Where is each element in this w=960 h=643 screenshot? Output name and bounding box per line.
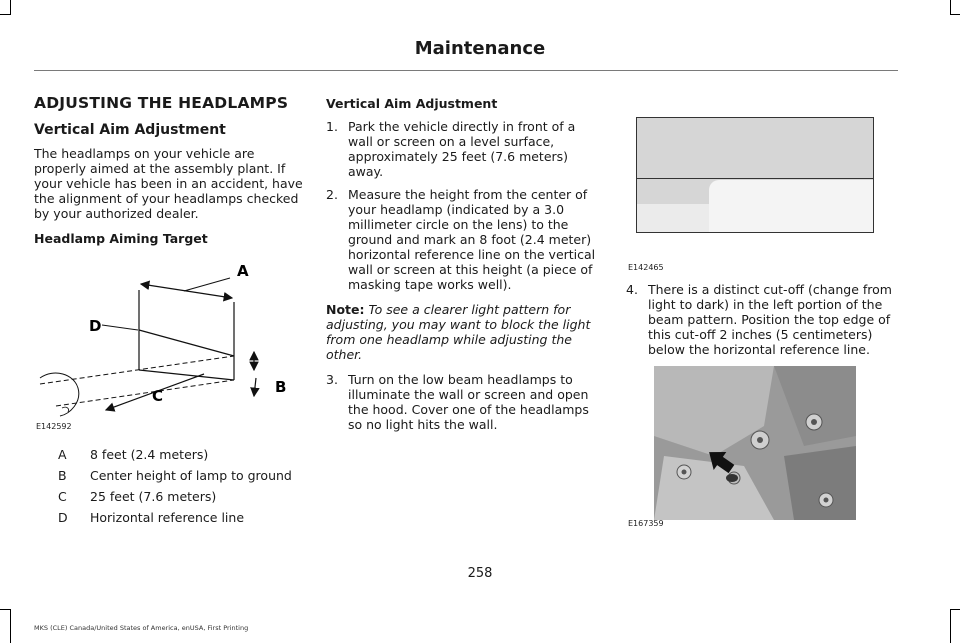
legend-text: Horizontal reference line <box>90 510 245 525</box>
label-a: A <box>237 262 249 280</box>
crop-mark-bottom-left-v <box>10 610 11 643</box>
legend-text: Center height of lamp to ground <box>90 468 292 483</box>
middle-column <box>326 96 602 442</box>
step-text: Turn on the low beam headlamps to illuminate the wall or screen and open the hood. Cover one of the headlamps so no light hits the wall. <box>348 372 589 432</box>
legend-row-d <box>58 507 292 528</box>
figure-heading: Headlamp Aiming Target <box>34 231 208 246</box>
crop-mark-bottom-left-h <box>0 609 11 610</box>
section-heading: ADJUSTING THE HEADLAMPS <box>34 94 289 112</box>
figure-legend <box>58 444 292 528</box>
beam-pattern-figure <box>636 117 874 233</box>
step-item <box>326 372 602 432</box>
crop-mark-top-right-h <box>950 14 960 15</box>
header-rule <box>34 70 898 71</box>
step-item <box>326 187 602 292</box>
legend-row-c <box>58 486 292 507</box>
steps-list-3 <box>626 282 902 357</box>
crop-mark-top-right-v <box>950 0 951 14</box>
legend-key: D <box>58 510 68 525</box>
legend-text: 8 feet (2.4 meters) <box>90 447 209 462</box>
step-number: 1. <box>326 119 338 134</box>
beam-lower-left <box>637 204 709 232</box>
left-column <box>34 96 304 254</box>
label-d: D <box>89 317 102 335</box>
right-column-text <box>626 282 902 367</box>
footer-text: MKS (CLE) Canada/United States of America, enUSA, First Printing <box>34 624 249 632</box>
beam-bright-area <box>709 180 873 232</box>
legend-key: B <box>58 468 67 483</box>
legend-text: 25 feet (7.6 meters) <box>90 489 217 504</box>
subsection-heading: Vertical Aim Adjustment <box>34 122 226 138</box>
crop-mark-top-left-h <box>0 14 11 15</box>
step-number: 2. <box>326 187 338 202</box>
step-text: Park the vehicle directly in front of a wall or screen on a level surface, approximately 25 feet (7.6 meters) away. <box>348 119 576 179</box>
legend-row-b <box>58 465 292 486</box>
legend-key: C <box>58 489 67 504</box>
legend-key: A <box>58 447 67 462</box>
intro-paragraph: The headlamps on your vehicle are properly aimed at the assembly plant. If your vehicle has been in an accident, have the alignment of your headlamps checked by your authorized dealer. <box>34 146 303 221</box>
crop-mark-top-left-v <box>10 0 11 14</box>
figure-code-e142465: E142465 <box>628 263 664 272</box>
page-header-title: Maintenance <box>414 38 546 59</box>
label-b: B <box>275 378 287 396</box>
note-paragraph <box>326 302 602 362</box>
step-number: 4. <box>626 282 638 297</box>
legend-row-a <box>58 444 292 465</box>
step-text: There is a distinct cut-off (change from light to dark) in the left portion of the beam pattern. Position the top edge of this cut-off 2 inches (5 centimeters) below the horizontal reference line. <box>648 282 892 357</box>
headlamp-adjuster-photo <box>654 366 856 520</box>
note-label: Note: <box>326 302 365 317</box>
cutoff-line <box>637 178 873 179</box>
figure-code-e142592: E142592 <box>36 422 72 431</box>
headlamp-aiming-diagram <box>34 256 304 432</box>
figure-code-e167359: E167359 <box>628 519 664 528</box>
steps-list-2 <box>326 372 602 432</box>
crop-mark-bottom-right-h <box>950 609 960 610</box>
note-text: To see a clearer light pattern for adjusting, you may want to block the light from one headlamp while adjusting the other. <box>326 302 591 362</box>
label-c: C <box>152 387 164 405</box>
step-item <box>326 119 602 179</box>
step-number: 3. <box>326 372 338 387</box>
steps-list <box>326 119 602 292</box>
step-item <box>626 282 902 357</box>
page-number: 258 <box>467 566 493 581</box>
crop-mark-bottom-right-v <box>950 610 951 643</box>
middle-heading: Vertical Aim Adjustment <box>326 96 498 111</box>
step-text: Measure the height from the center of your headlamp (indicated by a 3.0 millimeter circle on the lens) to the ground and mark an 8 foot (2.4 meter) horizontal reference line on the vertical wall or screen at this height (a piece of masking tape works well). <box>348 187 596 292</box>
